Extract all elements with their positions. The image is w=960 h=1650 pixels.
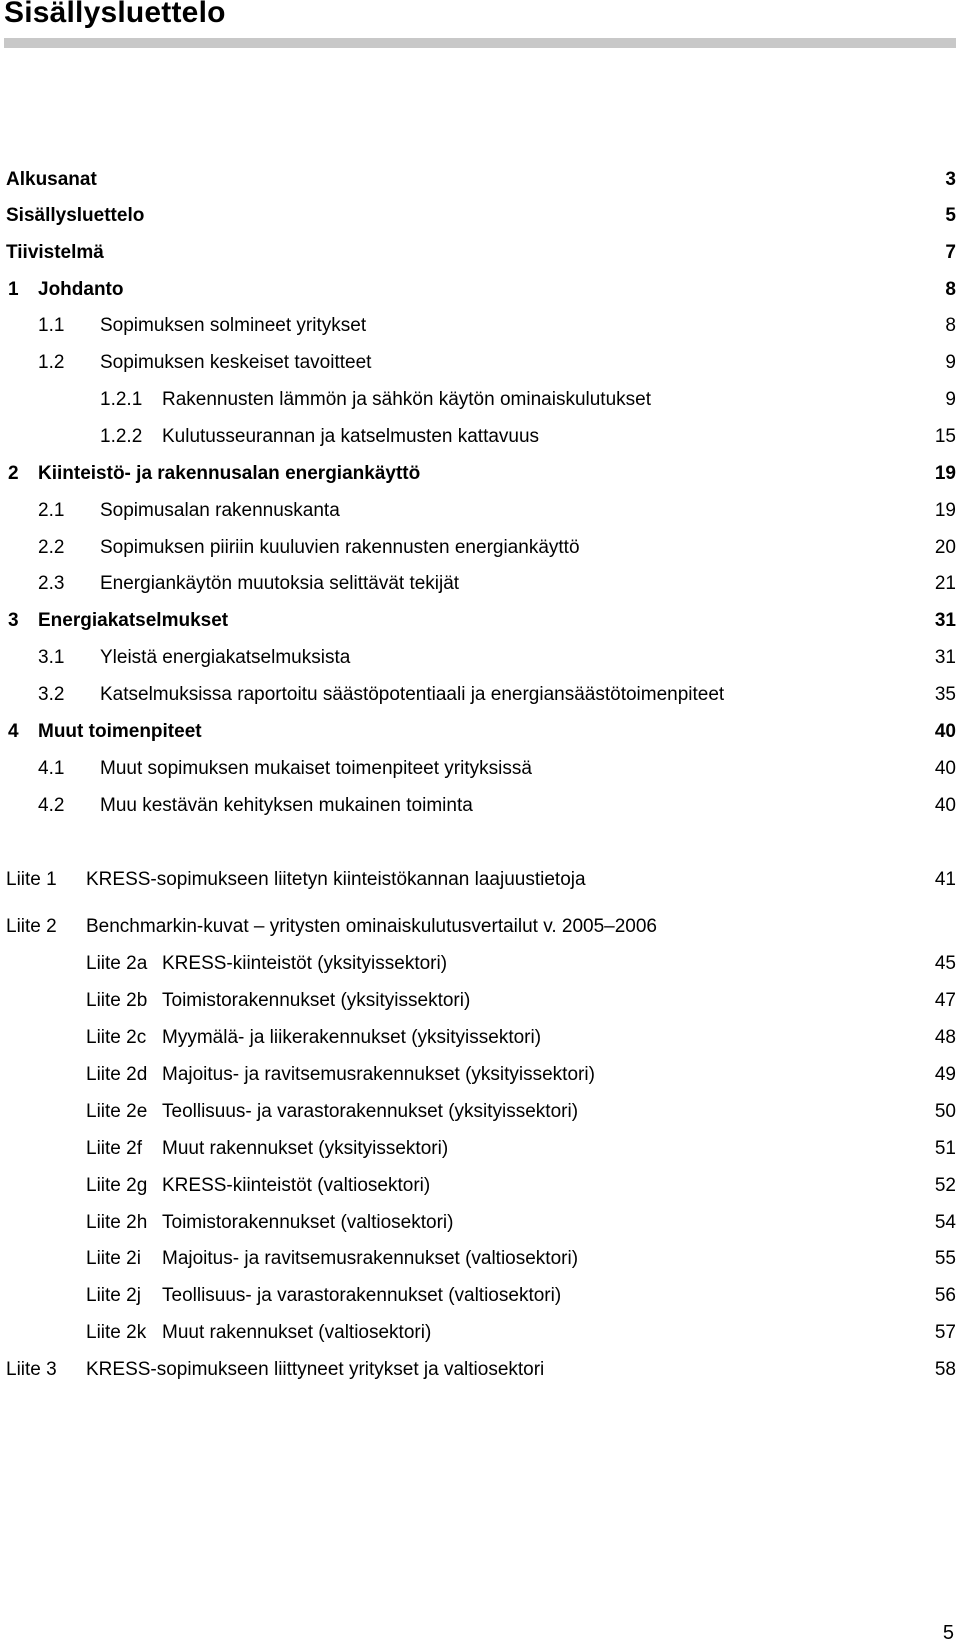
- toc-entry: [0, 718, 960, 746]
- toc-entry-page: 35: [934, 684, 956, 705]
- toc-entry-number: 3: [8, 610, 19, 631]
- page-title: Sisällysluettelo: [4, 0, 226, 29]
- toc-entry-page: 5: [945, 205, 956, 226]
- toc-entry-label: Johdanto: [38, 279, 124, 300]
- appendix-page: 52: [934, 1175, 956, 1196]
- toc-entry: [0, 792, 960, 820]
- appendix-number: Liite 2e: [86, 1101, 148, 1122]
- appendix-number: Liite 2g: [86, 1175, 148, 1196]
- toc-entry: [0, 166, 960, 194]
- toc-entry-label: Yleistä energiakatselmuksista: [100, 647, 351, 668]
- toc-entry-number: 1.2: [38, 352, 65, 373]
- toc-entry-page: 7: [945, 242, 956, 263]
- toc-entry-page: 31: [934, 610, 956, 631]
- toc-entry-label: Kiinteistö- ja rakennusalan energiankäyttö: [38, 463, 421, 484]
- toc-entry-page: 8: [945, 315, 956, 336]
- appendix-label: KRESS-kiinteistöt (yksityissektori): [162, 953, 448, 974]
- appendix-label: Toimistorakennukset (yksityissektori): [162, 990, 471, 1011]
- toc-entry-label: Sopimuksen solmineet yritykset: [100, 315, 367, 336]
- toc-entry: [0, 644, 960, 672]
- toc-entry-page: 21: [934, 573, 956, 594]
- appendix-page: 45: [934, 953, 956, 974]
- toc-entry-label: Rakennusten lämmön ja sähkön käytön ominaiskulutukset: [162, 389, 651, 410]
- toc-entry-page: 20: [934, 537, 956, 558]
- appendix-number: Liite 2i: [86, 1248, 141, 1269]
- toc-entry-page: 15: [934, 426, 956, 447]
- toc-entry-page: 40: [934, 795, 956, 816]
- appendix-entry: [0, 1282, 960, 1310]
- toc-entry-page: 8: [945, 279, 956, 300]
- toc-entry: [0, 681, 960, 709]
- appendix-entry: [0, 1319, 960, 1347]
- appendix-entry: [0, 1135, 960, 1163]
- toc-entry-label: Sopimusalan rakennuskanta: [100, 500, 340, 521]
- toc-entry: [0, 202, 960, 230]
- appendix-page: 54: [934, 1212, 956, 1233]
- toc-entry-number: 3.2: [38, 684, 65, 705]
- appendix-label: Teollisuus- ja varastorakennukset (valtiosektori): [162, 1285, 562, 1306]
- toc-entry-page: 40: [934, 758, 956, 779]
- toc-entry-page: 9: [945, 389, 956, 410]
- toc-entry: [0, 423, 960, 451]
- appendix-label: Muut rakennukset (yksityissektori): [162, 1138, 449, 1159]
- appendix-number: Liite 3: [6, 1359, 57, 1380]
- toc-entry-page: 31: [934, 647, 956, 668]
- appendix-page: 51: [934, 1138, 956, 1159]
- appendix-page: 56: [934, 1285, 956, 1306]
- toc-entry-label: Alkusanat: [6, 169, 97, 190]
- toc-entry-page: 3: [945, 169, 956, 190]
- appendix-page: 55: [934, 1248, 956, 1269]
- toc-entry-number: 3.1: [38, 647, 65, 668]
- toc-entry: [0, 755, 960, 783]
- toc-entry: [0, 386, 960, 414]
- toc-entry-number: 4.1: [38, 758, 65, 779]
- toc-entry-label: Sopimuksen piiriin kuuluvien rakennusten energiankäyttö: [100, 537, 580, 558]
- toc-entry-number: 2.3: [38, 573, 65, 594]
- appendix-number: Liite 2d: [86, 1064, 148, 1085]
- appendix-page: 57: [934, 1322, 956, 1343]
- appendix-label: Teollisuus- ja varastorakennukset (yksityissektori): [162, 1101, 579, 1122]
- toc-entry: [0, 497, 960, 525]
- appendix-entry: [0, 1356, 960, 1384]
- toc-entry: [0, 312, 960, 340]
- toc-entry-label: Tiivistelmä: [6, 242, 104, 263]
- toc-entry-number: 1.2.2: [100, 426, 143, 447]
- appendix-number: Liite 2: [6, 916, 57, 937]
- toc-entry-label: Sisällysluettelo: [6, 205, 145, 226]
- toc-entry-number: 1.1: [38, 315, 65, 336]
- toc-entry: [0, 276, 960, 304]
- appendix-entry: [0, 913, 960, 941]
- appendix-number: Liite 2c: [86, 1027, 147, 1048]
- toc-entry: [0, 239, 960, 267]
- appendix-label: Muut rakennukset (valtiosektori): [162, 1322, 432, 1343]
- toc-entry-page: 9: [945, 352, 956, 373]
- appendix-label: KRESS-kiinteistöt (valtiosektori): [162, 1175, 431, 1196]
- toc-entry-number: 2: [8, 463, 19, 484]
- appendix-number: Liite 2j: [86, 1285, 141, 1306]
- toc-entry: [0, 534, 960, 562]
- toc-entry: [0, 460, 960, 488]
- appendix-label: Majoitus- ja ravitsemusrakennukset (yksityissektori): [162, 1064, 595, 1085]
- appendix-entry: [0, 1061, 960, 1089]
- appendix-entry: [0, 1245, 960, 1273]
- toc-entry-number: 4.2: [38, 795, 65, 816]
- appendix-page: 48: [934, 1027, 956, 1048]
- appendix-page: 50: [934, 1101, 956, 1122]
- appendix-label: Toimistorakennukset (valtiosektori): [162, 1212, 454, 1233]
- toc-entry-page: 19: [934, 500, 956, 521]
- toc-entry-label: Katselmuksissa raportoitu säästöpotentiaali ja energiansäästötoimenpiteet: [100, 684, 725, 705]
- toc-entry-label: Muut sopimuksen mukaiset toimenpiteet yrityksissä: [100, 758, 532, 779]
- appendix-entry: [0, 1209, 960, 1237]
- toc-entry-label: Energiakatselmukset: [38, 610, 229, 631]
- appendix-page: 49: [934, 1064, 956, 1085]
- toc-entry-label: Kulutusseurannan ja katselmusten kattavuus: [162, 426, 540, 447]
- appendix-entry: [0, 1098, 960, 1126]
- toc-entry-number: 2.2: [38, 537, 65, 558]
- toc-entry-label: Muut toimenpiteet: [38, 721, 202, 742]
- appendix-page: 58: [934, 1359, 956, 1380]
- appendix-entry: [0, 1172, 960, 1200]
- toc-entry-label: Sopimuksen keskeiset tavoitteet: [100, 352, 372, 373]
- toc-entry-label: Muu kestävän kehityksen mukainen toiminta: [100, 795, 473, 816]
- toc-entry-number: 1.2.1: [100, 389, 143, 410]
- appendix-number: Liite 2h: [86, 1212, 148, 1233]
- toc-entry-number: 1: [8, 279, 19, 300]
- toc-entry-label: Energiankäytön muutoksia selittävät tekijät: [100, 573, 460, 594]
- toc-entry-number: 2.1: [38, 500, 65, 521]
- appendix-page: 41: [934, 869, 956, 890]
- toc-entry-number: 4: [8, 721, 19, 742]
- appendix-number: Liite 1: [6, 869, 57, 890]
- appendix-number: Liite 2a: [86, 953, 148, 974]
- appendix-label: Benchmarkin-kuvat – yritysten ominaiskulutusvertailut v. 2005–2006: [86, 916, 657, 937]
- appendix-entry: [0, 950, 960, 978]
- appendix-number: Liite 2f: [86, 1138, 142, 1159]
- page-number: 5: [942, 1622, 954, 1644]
- appendix-label: KRESS-sopimukseen liittyneet yritykset ja valtiosektori: [86, 1359, 545, 1380]
- appendix-label: Myymälä- ja liikerakennukset (yksityissektori): [162, 1027, 542, 1048]
- toc-entry: [0, 570, 960, 598]
- toc-entry-page: 19: [934, 463, 956, 484]
- appendix-entry: [0, 1024, 960, 1052]
- toc-entry: [0, 607, 960, 635]
- toc-entry-page: 40: [934, 721, 956, 742]
- appendix-page: 47: [934, 990, 956, 1011]
- appendix-number: Liite 2k: [86, 1322, 147, 1343]
- appendix-number: Liite 2b: [86, 990, 148, 1011]
- toc-entry: [0, 349, 960, 377]
- appendix-label: Majoitus- ja ravitsemusrakennukset (valtiosektori): [162, 1248, 579, 1269]
- appendix-label: KRESS-sopimukseen liitetyn kiinteistökannan laajuustietoja: [86, 869, 586, 890]
- appendix-entry: [0, 866, 960, 894]
- appendix-entry: [0, 987, 960, 1015]
